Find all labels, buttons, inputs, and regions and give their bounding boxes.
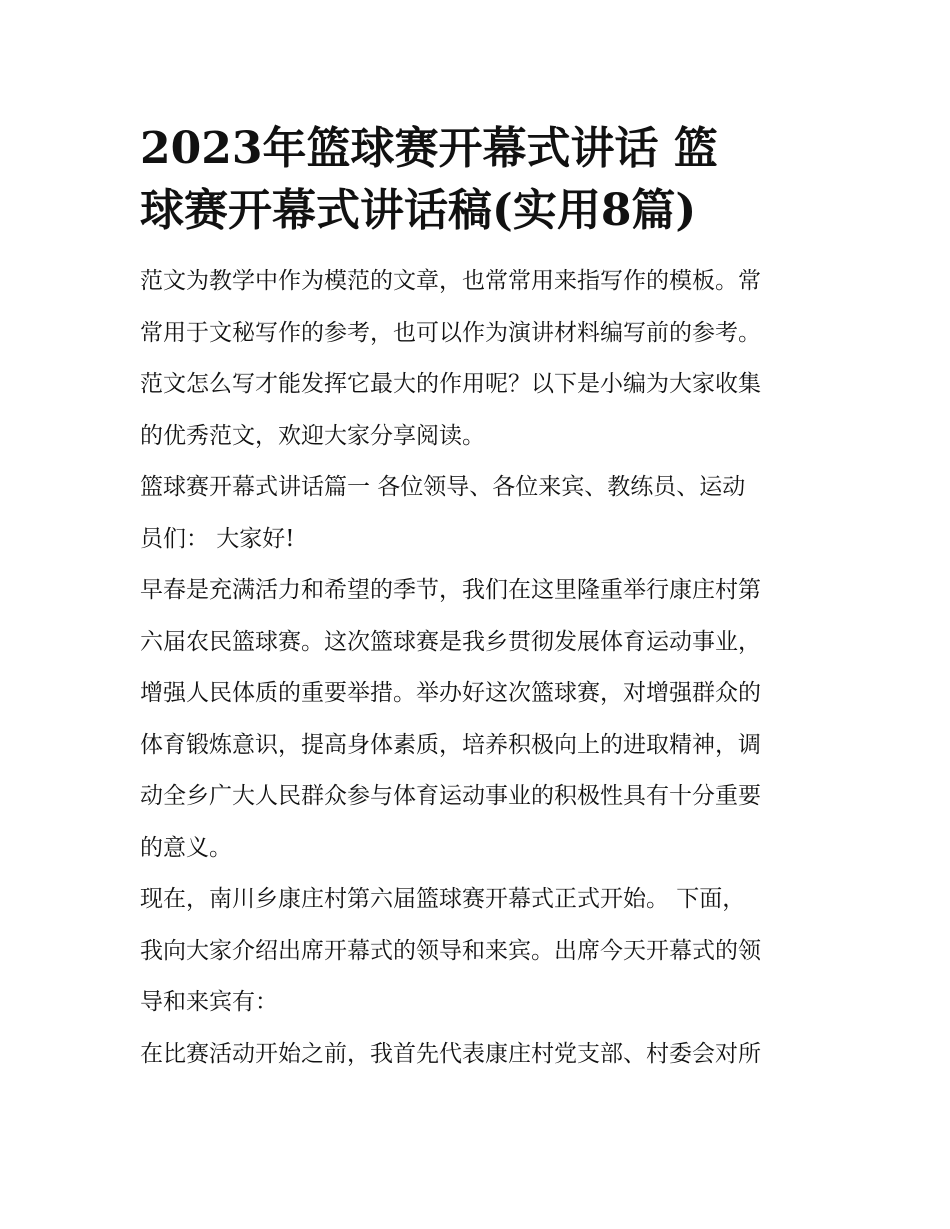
document-title [140, 118, 820, 242]
title-line: 球赛开幕式讲话稿(实用8篇) [140, 185, 697, 236]
text-line: 范文怎么写才能发挥它最大的作用呢？以下是小编为大家收集 [140, 371, 761, 397]
document-page [140, 118, 820, 1080]
text-line: 导和来宾有： [140, 989, 278, 1015]
text-line: 的优秀范文，欢迎大家分享阅读。 [140, 422, 485, 449]
paragraph-greeting [140, 462, 820, 565]
text-line: 六届农民篮球赛。这次篮球赛是我乡贯彻发展体育运动事业， [140, 628, 761, 655]
text-line: 篮球赛开幕式讲话篇一 各位领导、各位来宾、教练员、运动 [140, 474, 746, 500]
text-line: 的意义。 [140, 834, 232, 861]
text-line: 现在，南川乡康庄村第六届篮球赛开幕式正式开始。 下面， [140, 886, 746, 912]
document-body [140, 256, 820, 1080]
text-line: 在比赛活动开始之前，我首先代表康庄村党支部、村委会对所 [140, 1040, 761, 1067]
text-line: 动全乡广大人民群众参与体育运动事业的积极性具有十分重要 [140, 783, 761, 809]
paragraph-intro [140, 256, 820, 462]
text-line: 早春是充满活力和希望的季节，我们在这里隆重举行康庄村第 [140, 577, 761, 603]
paragraph-opening [140, 874, 820, 1029]
paragraph-before-match [140, 1029, 820, 1081]
text-line: 我向大家介绍出席开幕式的领导和来宾。出席今天开幕式的领 [140, 937, 761, 964]
text-line: 增强人民体质的重要举措。举办好这次篮球赛，对增强群众的 [140, 680, 761, 706]
title-line: 2023年篮球赛开幕式讲话 篮 [140, 123, 718, 174]
text-line: 常用于文秘写作的参考，也可以作为演讲材料编写前的参考。 [140, 319, 761, 346]
text-line: 员们： 大家好! [140, 525, 295, 552]
text-line: 范文为教学中作为模范的文章，也常常用来指写作的模板。常 [140, 268, 761, 294]
text-line: 体育锻炼意识，提高身体素质，培养积极向上的进取精神，调 [140, 731, 761, 758]
paragraph-spring [140, 565, 820, 874]
